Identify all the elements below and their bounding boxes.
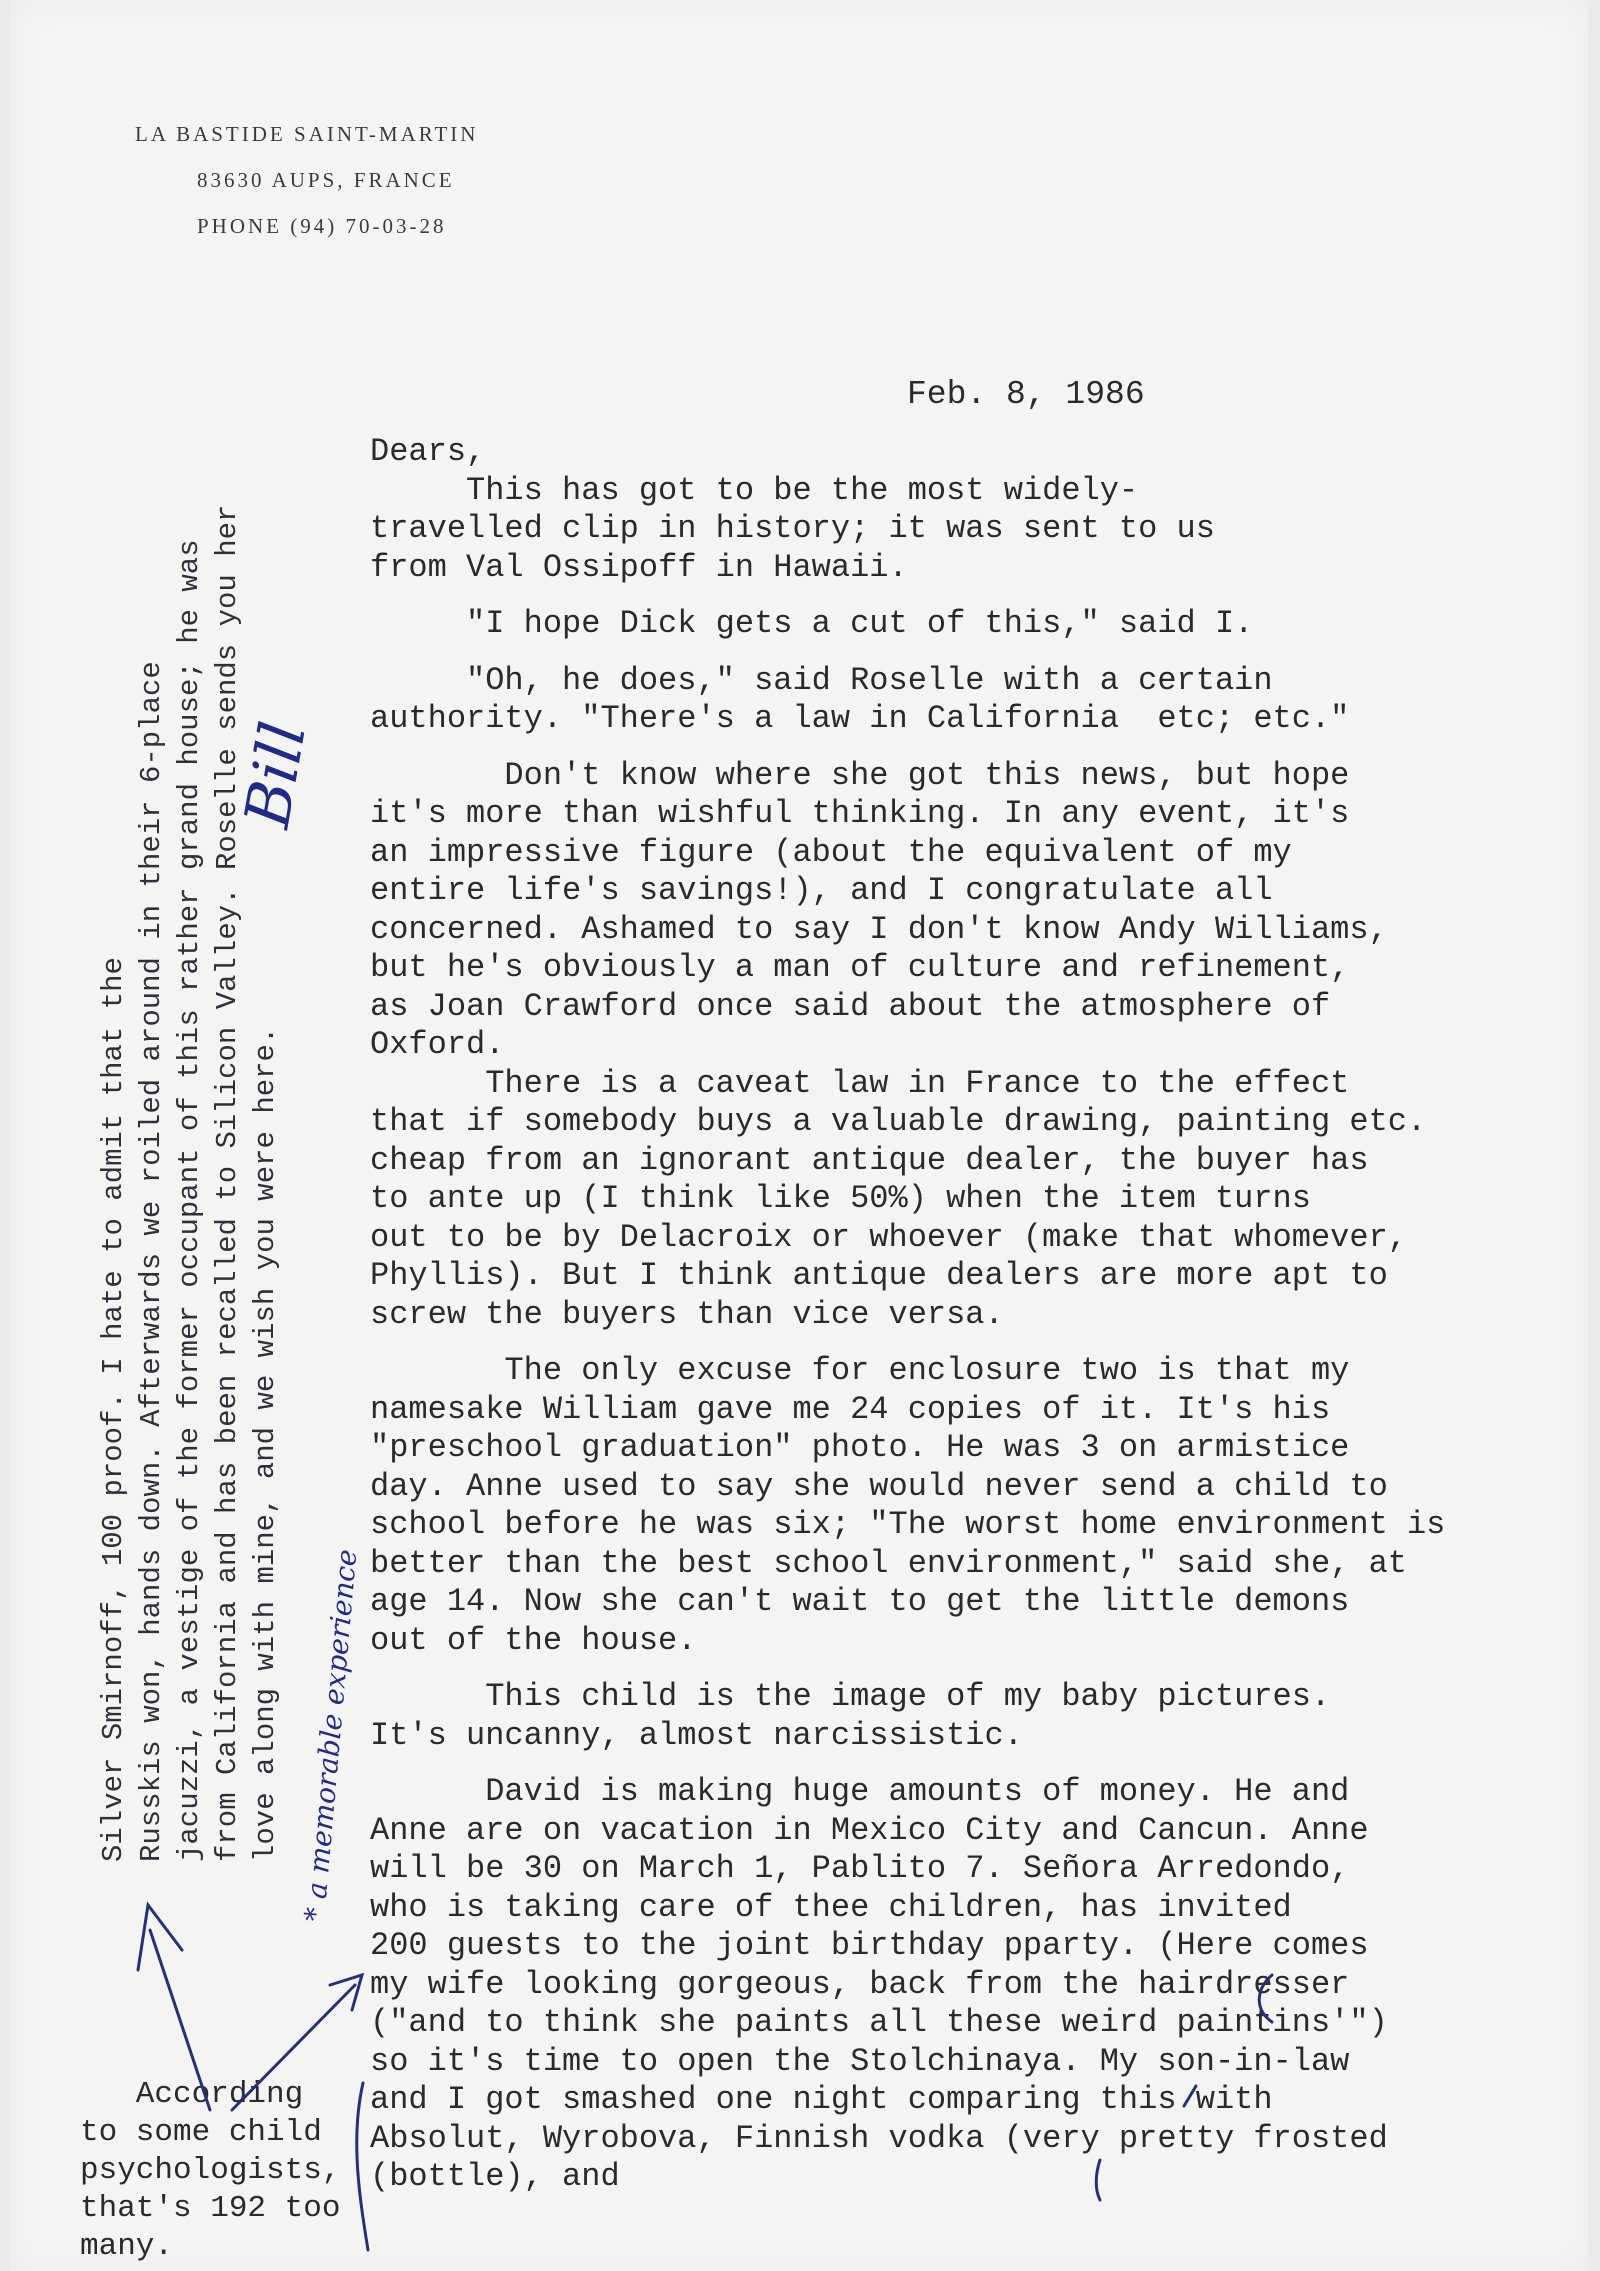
body-line: (bottle), and — [370, 2158, 620, 2195]
body-line: ("and to think she paints all these weird paintins'") — [370, 2004, 1388, 2041]
body-line: from Val Ossipoff in Hawaii. — [370, 548, 908, 586]
body-line: as Joan Crawford once said about the atmosphere of — [370, 987, 1331, 1025]
body-line: my wife looking gorgeous, back from the hairdresser — [370, 1965, 1350, 2003]
body-line: Anne are on vacation in Mexico City and Cancun. Anne — [370, 1811, 1369, 1849]
body-line: cheap from an ignorant antique dealer, the buyer has — [370, 1141, 1369, 1179]
signature: Bill — [230, 716, 321, 833]
body-line: "Oh, he does," said Roselle with a certain — [370, 661, 1273, 699]
body-line: entire life's savings!), and I congratulate all — [370, 872, 1273, 909]
margin-line: from California and has been recalled to Silicon Valley. Roselle sends you her — [211, 504, 244, 1862]
body-line: This has got to be the most widely- — [370, 471, 1139, 509]
body-line: will be 30 on March 1, Pablito 7. Señora Arredondo, — [370, 1850, 1350, 1887]
letterhead-address: 83630 AUPS, FRANCE — [197, 168, 455, 192]
body-line: day. Anne used to say she would never send a child to — [370, 1467, 1388, 1505]
body-line: Phyllis). But I think antique dealers are more apt to — [370, 1257, 1388, 1294]
body-line: The only excuse for enclosure two is that my — [370, 1352, 1350, 1389]
body-line: Absolut, Wyrobova, Finnish vodka (very pretty frosted — [370, 2119, 1388, 2157]
margin-note-vertical — [95, 505, 285, 1862]
body-line: an impressive figure (about the equivalent of my — [370, 833, 1292, 871]
body-line: Don't know where she got this news, but hope — [370, 756, 1350, 794]
bottom-note-line: psychologists, — [80, 2153, 341, 2188]
body-line: It's uncanny, almost narcissistic. — [370, 1716, 1023, 1754]
bottom-note-line: According — [80, 2077, 304, 2112]
margin-line: Silver Smirnoff, 100 proof. I hate to admit that the — [97, 957, 130, 1862]
bottom-note-line: that's 192 too — [80, 2191, 341, 2226]
body-line: better than the best school environment," said she, at — [370, 1544, 1407, 1582]
body-line: Dears, — [370, 433, 486, 470]
bottom-note-line: to some child — [80, 2115, 322, 2150]
body-line: concerned. Ashamed to say I don't know Andy Williams, — [370, 910, 1388, 948]
body-line: to ante up (I think like 50%) when the item turns — [370, 1180, 1311, 1217]
body-line: David is making huge amounts of money. He and — [370, 1773, 1350, 1810]
body-line: Oxford. — [370, 1026, 505, 1063]
body-line: out of the house. — [370, 1621, 697, 1659]
body-line: namesake William gave me 24 copies of it. It's his — [370, 1390, 1331, 1428]
body-line: that if somebody buys a valuable drawing, painting etc. — [370, 1103, 1427, 1140]
margin-line: jacuzzi, a vestige of the former occupant of this rather grand house; he was — [173, 539, 206, 1862]
body-line — [370, 1755, 1570, 1773]
body-line: but he's obviously a man of culture and refinement, — [370, 949, 1350, 986]
letterhead-phone: PHONE (94) 70-03-28 — [197, 214, 447, 238]
margin-line: Russkis won, hands down. Afterwards we roiled around in their 6-place — [135, 661, 168, 1862]
body-line: school before he was six; "The worst home environment is — [370, 1506, 1446, 1543]
body-line: "preschool graduation" photo. He was 3 on armistice — [370, 1429, 1350, 1466]
body-line: who is taking care of thee children, has invited — [370, 1888, 1292, 1926]
body-line: authority. "There's a law in California etc; etc." — [370, 700, 1350, 737]
body-line — [370, 739, 1570, 757]
body-line — [370, 1334, 1570, 1352]
body-line: out to be by Delacroix or whoever (make that whomever, — [370, 1218, 1407, 1256]
letter-date: Feb. 8, 1986 — [907, 376, 1145, 413]
margin-line: love along with mine, and we wish you were here. — [249, 1026, 282, 1862]
bottom-margin-note — [80, 2076, 340, 2266]
bottom-note-line: many. — [80, 2229, 174, 2264]
body-line — [370, 1660, 1570, 1678]
letterhead-name: LA BASTIDE SAINT-MARTIN — [135, 122, 479, 146]
body-line: "I hope Dick gets a cut of this," said I. — [370, 605, 1254, 642]
handwritten-note: * a memorable experience — [298, 1547, 364, 1923]
letter-body — [370, 433, 1570, 2197]
body-line: screw the buyers than vice versa. — [370, 1295, 1004, 1333]
body-line: travelled clip in history; it was sent to us — [370, 510, 1215, 547]
body-line: age 14. Now she can't wait to get the little demons — [370, 1583, 1350, 1620]
body-line: There is a caveat law in France to the effect — [370, 1064, 1350, 1102]
body-line: This child is the image of my baby pictures. — [370, 1678, 1331, 1715]
body-line — [370, 587, 1570, 605]
body-line — [370, 644, 1570, 662]
body-line: so it's time to open the Stolchinaya. My son-in-law — [370, 2042, 1350, 2080]
body-line: it's more than wishful thinking. In any event, it's — [370, 795, 1350, 832]
body-line: and I got smashed one night comparing this with — [370, 2081, 1273, 2118]
body-line: 200 guests to the joint birthday pparty. (Here comes — [370, 1927, 1369, 1964]
